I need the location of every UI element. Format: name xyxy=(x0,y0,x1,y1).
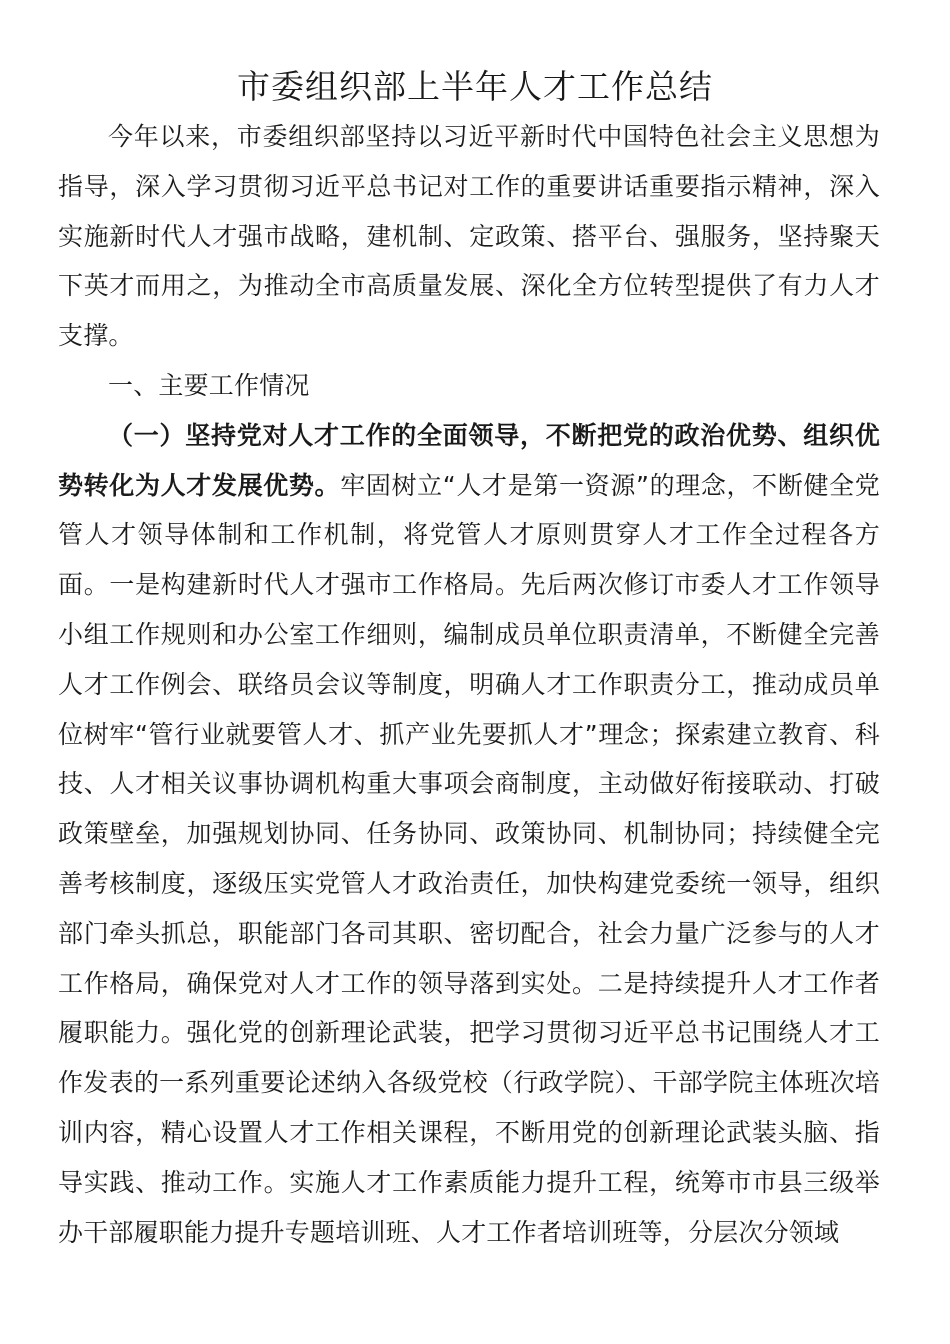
document-body xyxy=(58,112,880,1257)
section-heading-main-work: 一、主要工作情况 xyxy=(108,370,310,400)
subsection-body-text: 牢固树立“人才是第一资源”的理念，不断健全党管人才领导体制和工作机制，将党管人才原则贯穿人才工作全过程各方面。一是构建新时代人才强市工作格局。先后两次修订市委人才工作领导小组工作规则和办公室工作细则，编制成员单位职责清单，不断健全完善人才工作例会、联络员会议等制度，明确人才工作职责分工，推动成员单位树牢“管行业就要管人才、抓产业先要抓人才”理念；探索建立教育、科技、人才相关议事协调机构重大事项会商制度，主动做好衔接联动、打破政策壁垒，加强规划协同、任务协同、政策协同、机制协同；持续健全完善考核制度，逐级压实党管人才政治责任，加快构建党委统一领导，组织部门牵头抓总，职能部门各司其职、密切配合，社会力量广泛参与的人才工作格局，确保党对人才工作的领导落到实处。二是持续提升人才工作者履职能力。强化党的创新理论武装，把学习贯彻习近平总书记围绕人才工作发表的一系列重要论述纳入各级党校（行政学院）、干部学院主体班次培训内容，精心设置人才工作相关课程，不断用党的创新理论武装头脑、指导实践、推动工作。实施人才工作素质能力提升工程，统筹市市县三级举办干部履职能力提升专题培训班、人才工作者培训班等，分层次分领域 xyxy=(58,470,880,1247)
subsection-bold-lead: （一）坚持党对人才工作的全面领导，不断把党的政治优势、组织优势转化为人才发展优势。 xyxy=(58,420,880,500)
document-title: 市委组织部上半年人才工作总结 xyxy=(237,67,713,106)
subsection-paragraph-party-leadership xyxy=(58,411,880,1258)
intro-paragraph: 今年以来，市委组织部坚持以习近平新时代中国特色社会主义思想为指导，深入学习贯彻习近平总书记对工作的重要讲话重要指示精神，深入实施新时代人才强市战略，建机制、定政策、搭平台、强服务，坚持聚天下英才而用之，为推动全市高质量发展、深化全方位转型提供了有力人才支撑。 xyxy=(58,122,880,351)
